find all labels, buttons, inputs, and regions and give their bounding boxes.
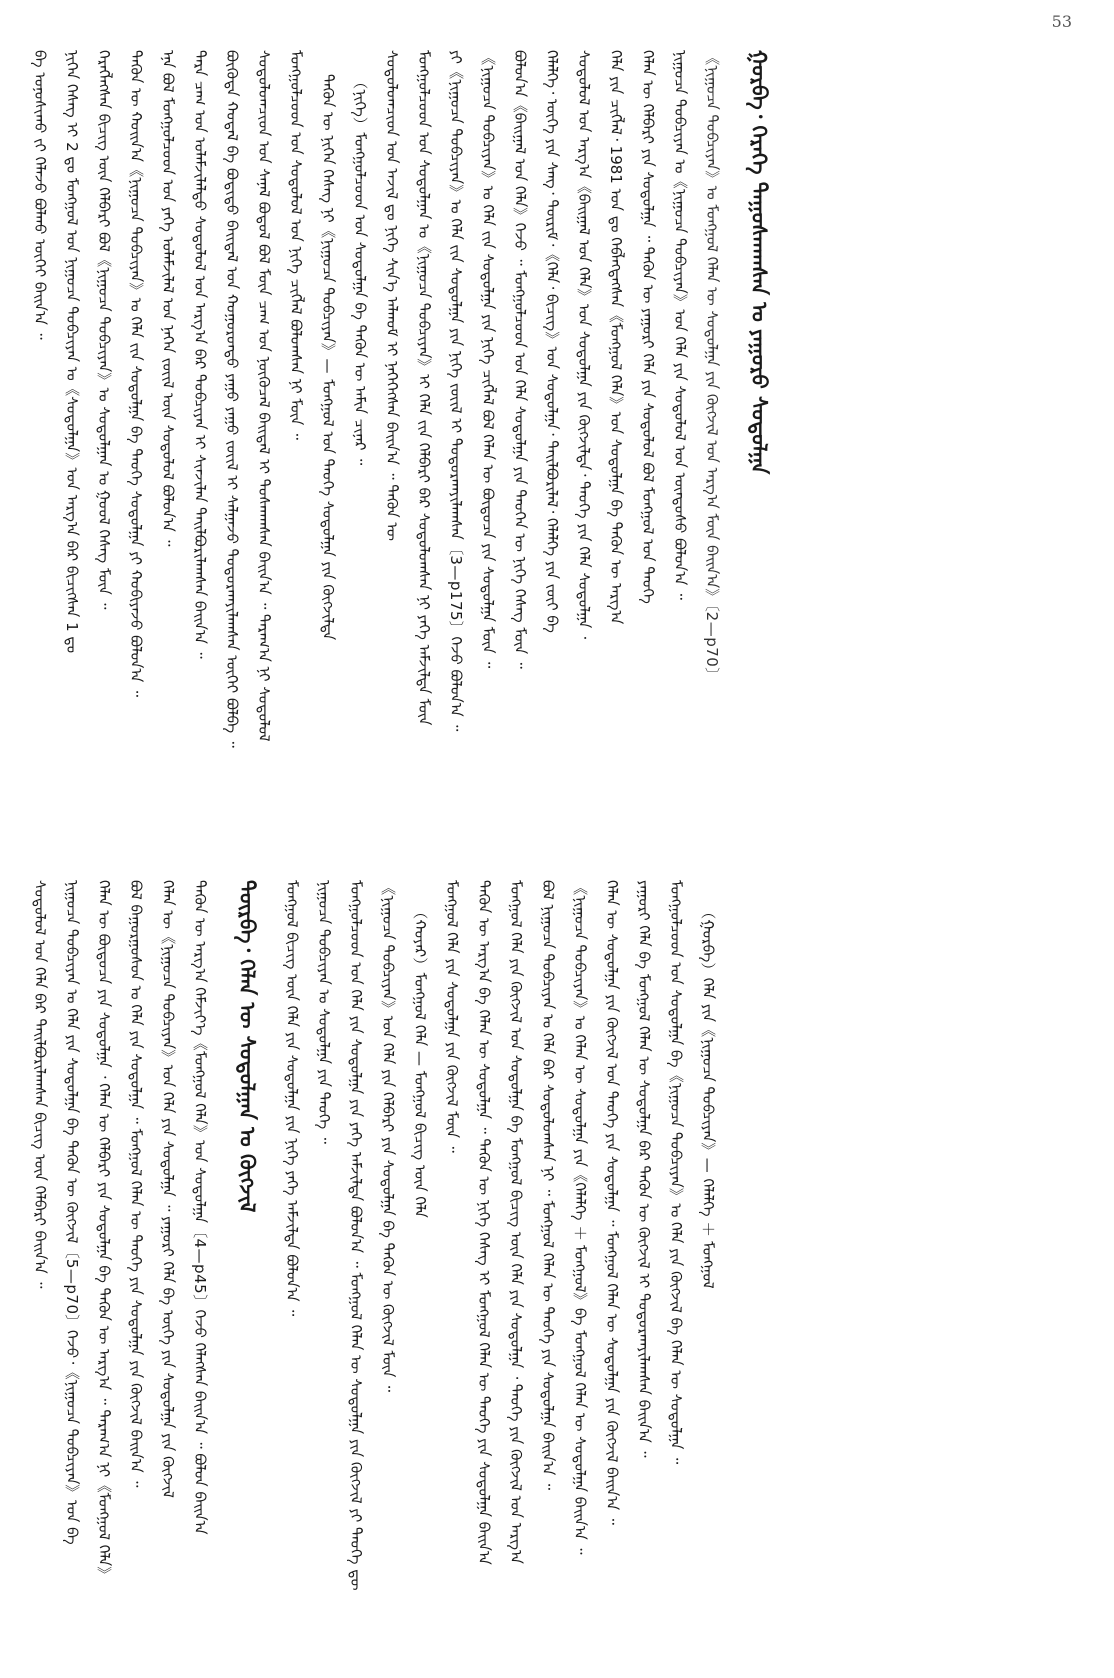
text-line: ᠨᠢᠭᠤᠴᠠ ᠲᠣᠪᠴᠢᠶᠠᠨ ᠤ ᠰᠤᠳᠤᠯᠭᠠ ᠶᠢᠨ ᠲᠡᠦᠬᠡ ᠃	[315, 880, 333, 1144]
text-line: ᠪᠠ ᠤᠨᠤᠰᠢᠬᠤ ᠵᠢ ᠬᠡᠯᠡᠵᠦ ᠪᠣᠯᠬᠤ ᠦᠭᠡᠢ ᠪᠠᠢᠨ᠎ᠠ ᠃	[31, 50, 49, 340]
text-line: ᠪᠣᠯᠤᠨ᠎ᠠ《ᠪᠠᠢᠭᠠᠯ ᠤᠨ ᠬᠡᠯᠡ》ᠭᠡᠵᠦ ᠃ ᠮᠣᠩᠭᠣᠯᠴᠤᠳ ᠤᠨ ᠬᠡᠯᠡ ᠰᠤᠳᠤᠯᠭᠠ ᠶᠢᠨ ᠲᠡᠦᠬᠡᠨ ᠦ ᠨᠢᠭᠡ ᠬᠡᠰᠡᠭ ᠮᠥᠨ ᠃	[511, 50, 529, 669]
text-line: ᠮᠣᠩᠭᠣᠯᠴᠤᠳ ᠤᠨ ᠬᠡᠯᠡ ᠶᠢᠨ ᠰᠤᠳᠤᠯᠭᠠ ᠶᠢᠨ ᠶᠡᠬᠡ ᠠᠮᠵᠢᠯᠲᠠ ᠪᠣᠯᠤᠨ᠎ᠠ ᠃ ᠮᠣᠩᠭᠣᠯ ᠬᠡᠯᠡᠨ ᠦ ᠰᠤᠳᠤᠯᠭᠠ ᠶᠢᠨ ᠬᠥᠭᠵᠢᠯ ᠶᠢ ᠲᠡᠦᠬᠡ ᠳᠦ	[347, 880, 365, 1591]
text-line: ᠮᠣᠩᠭᠣᠯ ᠬᠡᠯᠡ ᠶᠢᠨ ᠬᠥᠭᠵᠢᠯ ᠤᠨ ᠰᠤᠳᠤᠯᠭᠠ ᠪᠠ ᠮᠣᠩᠭᠣᠯ ᠪᠢᠴᠢᠭ ᠦᠨ ᠬᠡᠯᠡ ᠶᠢᠨ ᠰᠤᠳᠤᠯᠭᠠ ᠂ ᠲᠡᠦᠬᠡ ᠶᠢᠨ ᠬᠥᠭᠵᠢᠯ ᠤᠨ ᠠᠷᠭ᠎ᠠ	[507, 880, 525, 1564]
text-line: ᠮᠣᠩᠭᠣᠯᠴᠤᠳ ᠤᠨ ᠰᠤᠳᠤᠯᠭᠠ ᠪᠠ《ᠨᠢᠭᠤᠴᠠ ᠲᠣᠪᠴᠢᠶᠠᠨ》ᠤ ᠬᠡᠯᠡ ᠶᠢᠨ ᠬᠥᠭᠵᠢᠯ ᠪᠠ ᠬᠡᠯᠡᠨ ᠦ ᠰᠤᠳᠤᠯᠭᠠ ᠃	[667, 880, 685, 1465]
text-line: ᠪᠦᠭᠦᠳᠡ ᠬᠤᠳᠠᠯ ᠪᠠ ᠪᠣᠳᠢᠲᠤ ᠪᠠᠢᠳᠠᠯ ᠤᠨ ᠬᠣᠭᠣᠷᠣᠨᠳᠤ ᠶᠠᠭᠤ ᠶᠠᠭᠤ ᠵᠦᠢᠯ ᠢ ᠰᠠᠯᠭᠠᠵᠤ ᠲᠣᠳᠤᠷᠬᠠᠶᠢᠯᠠᠭᠰᠠᠨ ᠦᠭᠡᠢ ᠪᠣᠯᠪᠠ ᠃	[223, 50, 241, 748]
text-line: ᠨᠢᠭᠤᠴᠠ ᠲᠣᠪᠴᠢᠶᠠᠨ ᠤ《ᠨᠢᠭᠤᠴᠠ ᠲᠣᠪᠴᠢᠶᠠᠨ》ᠤᠨ ᠬᠡᠯᠡ ᠶᠢᠨ ᠰᠤᠳᠤᠯᠤᠯ ᠤᠨ ᠦᠨᠳᠦᠰᠦ ᠪᠣᠯᠤᠨ᠎ᠠ ᠃	[671, 50, 689, 600]
text-line: ᠶᠢ《ᠨᠢᠭᠤᠴᠠ ᠲᠣᠪᠴᠢᠶᠠᠨ》ᠤ ᠬᠡᠯᠡ ᠵᠢᠨ ᠰᠤᠳᠤᠯᠭᠠ ᠶᠢᠨ ᠨᠢᠭᠡ ᠵᠦᠢᠯ ᠢ ᠲᠣᠳᠤᠷᠬᠠᠶᠢᠯᠠᠭᠰᠠᠨ〔3—p175〕ᠭᠡᠵᠦ ᠪᠣᠯᠤᠨ᠎ᠠ ᠃	[447, 50, 465, 732]
text-line: ᠨᠢᠭᠡᠨ ᠬᠡᠰᠡᠭ ᠢ 2 ᠳᠤ ᠮᠣᠩᠭᠣᠯ ᠤᠨ ᠨᠢᠭᠤᠴᠠ ᠲᠣᠪᠴᠢᠶᠠᠨ ᠤ《ᠰᠤᠳᠤᠯᠭᠠ》ᠤᠨ ᠠᠷᠭ᠎ᠠ ᠪᠠᠷ ᠪᠢᠴᠢᠭᠰᠡᠨ 1 ᠳᠤ	[63, 50, 81, 654]
text-line: ᠮᠣᠩᠭᠣᠯ ᠪᠢᠴᠢᠭ ᠦᠨ ᠬᠡᠯᠡ ᠶᠢᠨ ᠰᠤᠳᠤᠯᠭᠠ ᠶᠢᠨ ᠨᠢᠭᠡ ᠶᠡᠬᠡ ᠠᠮᠵᠢᠯᠲᠠ ᠪᠣᠯᠤᠨ᠎ᠠ ᠃	[283, 880, 301, 1317]
text-line: 《ᠨᠢᠭᠤᠴᠠ ᠲᠣᠪᠴᠢᠶᠠᠨ》ᠤ ᠮᠣᠩᠭᠣᠯ ᠬᠡᠯᠡᠨ ᠦ ᠰᠤᠳᠤᠯᠭᠠ ᠶᠢᠨ ᠬᠥᠭᠵᠢᠯ ᠤᠨ ᠠᠷᠭ᠎ᠠ ᠮᠥᠨ ᠪᠠᠢᠨ᠎ᠠ》〔2—p70〕	[703, 50, 721, 683]
text-line: ᠬᠡᠯᠡᠨ ᠦ ᠰᠤᠳᠤᠯᠭᠠ ᠶᠢᠨ ᠬᠥᠭᠵᠢᠯ ᠤᠨ ᠲᠡᠦᠬᠡ ᠶᠢᠨ ᠰᠤᠳᠤᠯᠭᠠ ᠃ ᠮᠣᠩᠭᠣᠯ ᠬᠡᠯᠡᠨ ᠦ ᠰᠤᠳᠤᠯᠭᠠ ᠶᠢᠨ ᠬᠥᠭᠵᠢᠯ ᠪᠠᠢᠨ᠎ᠠ ᠃	[603, 880, 621, 1525]
text-line: ᠰᠤᠳᠤᠯᠤᠭᠴᠢᠳ ᠤᠨ ᠠᠵᠢᠯ ᠳᠤ ᠨᠢᠭᠡ ᠰᠢᠨ᠎ᠡ ᠠᠯᠬᠤᠮ ᠢ ᠨᠡᠭᠡᠭᠡᠭᠰᠡᠨ ᠪᠠᠢᠨ᠎ᠠ ᠃ ᠲᠡᠭᠦᠨ ᠦ	[383, 50, 401, 541]
text-line: ᠲᠡᠭᠦᠨ ᠦ ᠠᠷᠭ᠎ᠠ ᠬᠡᠮᠵᠢᠶ᠎ᠡ《ᠮᠣᠩᠭᠣᠯ ᠬᠡᠯᠡ》ᠤᠨ ᠰᠤᠳᠤᠯᠭᠠ〔4—p45〕ᠭᠡᠵᠦ ᠬᠡᠯᠡᠭᠰᠡᠨ ᠪᠠᠢᠨ᠎ᠠ ᠃ ᠪᠣᠯᠤᠨ ᠪᠠᠢᠨ᠎ᠠ	[191, 880, 209, 1535]
text-line: ᠲᠡᠷᠡ ᠴᠠᠭ ᠤᠨ ᠤᠯᠠᠮᠵᠢᠯᠠᠯᠲᠤ ᠰᠤᠳᠤᠯᠤᠯ ᠤᠨ ᠠᠷᠭ᠎ᠠ ᠪᠠᠷ ᠲᠣᠪᠴᠢᠶᠠᠨ ᠢ ᠰᠢᠨᠵᠢᠯᠡᠨ ᠲᠠᠢᠯᠪᠤᠷᠢᠯᠠᠭᠰᠠᠨ ᠪᠠᠢᠨ᠎ᠠ ᠃	[191, 50, 209, 659]
subheading-line: （ᠭᠤᠷᠪᠠ）ᠬᠡᠯᠡ ᠶᠢᠨ《ᠨᠢᠭᠤᠴᠠ ᠲᠣᠪᠴᠢᠶᠠᠨ》— ᠬᠡᠯᠡᠯᠭᠡ ＋ ᠮᠣᠩᠭᠣᠯ	[699, 904, 717, 1289]
text-line: ᠲᠡᠭᠦᠨ ᠦ ᠬᠣᠢᠨ᠎ᠠ《ᠨᠢᠭᠤᠴᠠ ᠲᠣᠪᠴᠢᠶᠠᠨ》ᠤ ᠬᠡᠯᠡ ᠵᠢᠨ ᠰᠤᠳᠤᠯᠭᠠ ᠪᠠ ᠲᠡᠦᠬᠡ ᠰᠤᠳᠤᠯᠭᠠ ᠶᠢ ᠬᠤᠪᠢᠶᠠᠵᠤ ᠪᠣᠯᠤᠨ᠎ᠠ ᠃	[127, 50, 145, 697]
text-line: ᠡᠨᠡ ᠪᠣᠯ ᠮᠣᠩᠭᠣᠯᠴᠤᠳ ᠤᠨ ᠶᠡᠬᠡ ᠤᠯᠠᠮᠵᠢᠯᠠᠯ ᠤᠨ ᠨᠡᠭᠡᠨ ᠵᠦᠢᠯ ᠦᠨ ᠰᠤᠳᠤᠯᠤᠯ ᠪᠣᠯᠤᠨ᠎ᠠ ᠃	[159, 50, 177, 547]
text-line: 《ᠨᠢᠭᠤᠴᠠ ᠲᠣᠪᠴᠢᠶᠠᠨ》ᠤ ᠬᠡᠯᠡ ᠵᠢᠨ ᠰᠤᠳᠤᠯᠭᠠ ᠶᠢᠨ ᠨᠢᠭᠡ ᠴᠢᠭᠯᠡᠯ ᠪᠣᠯ ᠬᠡᠯᠡᠨ ᠦ ᠪᠦᠲᠦᠴᠡ ᠶᠢᠨ ᠰᠤᠳᠤᠯᠭᠠ ᠮᠥᠨ ᠃	[479, 50, 497, 669]
text-line: ᠮᠣᠩᠭᠣᠯᠴᠤᠳ ᠤᠨ ᠰᠤᠳᠤᠯᠤᠯ ᠤᠨ ᠨᠢᠭᠡ ᠴᠢᠭᠯᠡᠯ ᠪᠣᠯᠤᠭᠰᠠᠨ ᠨᠢ ᠮᠥᠨ ᠃	[287, 50, 305, 440]
page-number: 53	[1051, 12, 1072, 31]
text-line: ᠲᠡᠭᠦᠨ ᠦ ᠨᠢᠭᠡᠨ ᠬᠡᠰᠡᠭ ᠨᠢ《ᠨᠢᠭᠤᠴᠠ ᠲᠣᠪᠴᠢᠶᠠᠨ》— ᠮᠣᠩᠭᠣᠯ ᠤᠨ ᠲᠡᠦᠬᠡ ᠰᠤᠳᠤᠯᠭᠠ ᠶᠢᠨ ᠬᠥᠭᠵᠢᠯᠲᠡ	[319, 74, 337, 641]
subheading-line: （ᠬᠣᠶᠠᠷ）ᠮᠣᠩᠭᠣᠯ ᠬᠡᠯᠡ — ᠮᠣᠩᠭᠣᠯ ᠪᠢᠴᠢᠭ ᠦᠨ ᠬᠡᠯᠡ	[411, 904, 429, 1218]
text-line: ᠬᠡᠯᠡᠨ ᠦ ᠪᠦᠲᠦᠴᠡ ᠶᠢᠨ ᠰᠤᠳᠤᠯᠭᠠ ᠂ ᠬᠡᠯᠡᠨ ᠦ ᠬᠡᠯᠪᠡᠷᠢ ᠶᠢᠨ ᠰᠤᠳᠤᠯᠭᠠ ᠪᠠ ᠲᠡᠭᠦᠨ ᠦ ᠠᠷᠭ᠎ᠠ ᠃ ᠳᠠᠷᠠᠭ᠎ᠠ ᠨᠢ《ᠮᠣᠩᠭᠣᠯ ᠬᠡᠯᠡ》	[95, 880, 113, 1582]
text-line: ᠰᠤᠳᠤᠯᠤᠯ ᠤᠨ ᠬᠡᠯᠡ ᠪᠠᠷ ᠲᠠᠢᠯᠪᠤᠷᠢᠯᠠᠭᠰᠠᠨ ᠪᠢᠴᠢᠭ ᠦᠨ ᠬᠡᠯᠪᠡᠷᠢ ᠪᠠᠢᠨ᠎ᠠ ᠃	[31, 880, 49, 1289]
text-line: ᠮᠣᠩᠭᠣᠯ ᠬᠡᠯᠡ ᠶᠢᠨ ᠰᠤᠳᠤᠯᠭᠠ ᠶᠢᠨ ᠬᠥᠭᠵᠢᠯ ᠮᠥᠨ ᠃	[443, 880, 461, 1153]
subheading-line: （ᠨᠢᠭᠡ）ᠮᠣᠩᠭᠣᠯᠴᠤᠳ ᠤᠨ ᠰᠤᠳᠤᠯᠭᠠ ᠪᠠ ᠲᠡᠭᠦᠨ ᠦ ᠠᠮᠢᠨ ᠴᠢᠨᠠᠷ ᠃	[351, 74, 369, 466]
text-line: ᠰᠤᠳᠤᠯᠤᠯ ᠤᠨ ᠠᠷᠭ᠎ᠠ《ᠪᠠᠢᠭᠠᠯ ᠤᠨ ᠬᠡᠯᠡ》ᠤᠨ ᠰᠤᠳᠤᠯᠭᠠ ᠶᠢᠨ ᠬᠥᠭᠵᠢᠯᠲᠡ᠂ ᠲᠡᠦᠬᠡ ᠶᠢᠨ ᠬᠡᠯᠡ ᠰᠤᠳᠤᠯᠭᠠ ᠂	[575, 50, 593, 640]
text-line: ᠰᠤᠳᠤᠯᠤᠭᠴᠢᠳ ᠤᠨ ᠰᠠᠨᠠᠯ ᠪᠣᠳᠤᠯ ᠪᠣᠯ ᠮᠦᠨ ᠴᠠᠭ ᠤᠨ ᠨᠥᠬᠦᠴᠡᠯ ᠪᠠᠢᠳᠠᠯ ᠢ ᠲᠤᠰᠬᠠᠭᠰᠠᠨ ᠪᠠᠢᠨ᠎ᠠ ᠃ ᠳᠠᠷᠠᠭ᠎ᠠ ᠨᠢ ᠰᠤᠳᠤᠯᠤᠯ	[255, 50, 273, 742]
bottom-section	[28, 880, 728, 1655]
top-section	[28, 50, 792, 870]
text-line: ᠲᠡᠭᠦᠨ ᠦ ᠠᠷᠭ᠎ᠠ ᠪᠠ ᠬᠡᠯᠡᠨ ᠦ ᠰᠤᠳᠤᠯᠭᠠ ᠃ ᠲᠡᠭᠦᠨ ᠦ ᠨᠢᠭᠡ ᠬᠡᠰᠡᠭ ᠢ ᠮᠣᠩᠭᠣᠯ ᠬᠡᠯᠡᠨ ᠦ ᠲᠡᠦᠬᠡ ᠶᠢᠨ ᠰᠤᠳᠤᠯᠭᠠ ᠪᠠᠢᠨ᠎ᠠ	[475, 880, 493, 1565]
text-line: ᠪᠣᠯ ᠨᠢᠭᠤᠴᠠ ᠲᠣᠪᠴᠢᠶᠠᠨ ᠤ ᠬᠡᠯᠡ ᠪᠠᠷ ᠰᠤᠳᠤᠯᠤᠭᠰᠠᠨ ᠨᠢ ᠃ ᠮᠣᠩᠭᠣᠯ ᠬᠡᠯᠡᠨ ᠦ ᠲᠡᠦᠬᠡ ᠶᠢᠨ ᠰᠤᠳᠤᠯᠭᠠ ᠪᠠᠢᠨ᠎ᠠ ᠃	[539, 880, 557, 1490]
text-line: ᠪᠣᠯ ᠪᠠᠭᠤᠷᠭᠤᠰᠤᠨ ᠤ ᠬᠡᠯᠡ ᠶᠢᠨ ᠰᠤᠳᠤᠯᠭᠠ ᠃ ᠮᠣᠩᠭᠣᠯ ᠬᠡᠯᠡᠨ ᠦ ᠲᠡᠦᠬᠡ ᠶᠢᠨ ᠰᠤᠳᠤᠯᠭᠠ ᠶᠢᠨ ᠬᠥᠭᠵᠢᠯ ᠪᠠᠢᠨ᠎ᠠ ᠃	[127, 880, 145, 1488]
section-heading: ᠭᠤᠷᠪᠠ᠂ ᠭᠡᠷᠡᠭᠡ ᠳᠠᠭᠤᠰᠬᠠᠭᠰᠠᠨ ᠤ ᠶᠠᠭᠤᠷᠤ ᠰᠤᠳᠤᠯᠭᠠ	[747, 50, 772, 475]
text-line: ᠬᠡᠷᠡᠭᠯᠡᠭᠰᠡᠨ ᠪᠢᠴᠢᠭ ᠦᠨ ᠬᠡᠯᠪᠡᠷᠢ ᠪᠣᠯ《ᠨᠢᠭᠤᠴᠠ ᠲᠣᠪᠴᠢᠶᠠᠨ》ᠤ ᠰᠤᠳᠤᠯᠭᠠᠨ ᠤ ᠭᠣᠣᠯ ᠬᠡᠰᠡᠭ ᠮᠥᠨ ᠃	[95, 50, 113, 610]
text-line: ᠮᠣᠩᠭᠣᠯᠴᠤᠳ ᠤᠨ ᠰᠤᠳᠤᠯᠭᠠᠨ ᠤ《ᠨᠢᠭᠤᠴᠠ ᠲᠣᠪᠴᠢᠶᠠᠨ》ᠢ ᠬᠡᠯᠡ ᠵᠢᠨ ᠬᠡᠯᠪᠡᠷᠢ ᠪᠠᠷ ᠰᠤᠳᠤᠯᠤᠭᠰᠠᠨ ᠨᠢ ᠶᠡᠬᠡ ᠠᠮᠵᠢᠯᠲᠠ ᠮᠥᠨ	[415, 50, 433, 726]
text-line: 《ᠨᠢᠭᠤᠴᠠ ᠲᠣᠪᠴᠢᠶᠠᠨ》ᠤᠨ ᠬᠡᠯᠡ ᠶᠢᠨ ᠬᠡᠯᠪᠡᠷᠢ ᠶᠢᠨ ᠰᠤᠳᠤᠯᠭᠠ ᠪᠠ ᠲᠡᠭᠦᠨ ᠦ ᠬᠥᠭᠵᠢᠯ ᠮᠥᠨ ᠃	[379, 880, 397, 1392]
text-line: ᠶᠠᠭᠤᠷᠢ ᠬᠡᠯᠡ ᠪᠠ ᠮᠣᠩᠭᠣᠯ ᠬᠡᠯᠡᠨ ᠦ ᠰᠤᠳᠤᠯᠭᠠ ᠪᠠᠷ ᠲᠡᠭᠦᠨ ᠦ ᠬᠥᠭᠵᠢᠯ ᠢ ᠲᠣᠳᠤᠷᠬᠠᠶᠢᠯᠠᠭᠰᠠᠨ ᠪᠠᠢᠨ᠎ᠠ ᠃	[635, 880, 653, 1458]
text-line: ᠬᠡᠯᠡᠨ ᠦ ᠬᠡᠯᠪᠡᠷᠢ ᠶᠢᠨ ᠰᠤᠳᠤᠯᠭᠠ ᠃ ᠲᠡᠭᠦᠨ ᠦ ᠶᠠᠭᠤᠷᠢ ᠬᠡᠯᠡ ᠶᠢᠨ ᠰᠤᠳᠤᠯᠤᠯ ᠪᠣᠯ ᠮᠣᠩᠭᠣᠯ ᠤᠨ ᠲᠡᠦᠬᠡ	[639, 50, 657, 604]
text-line: ᠬᠡᠯᠡᠯᠭᠡ᠂ ᠦᠭᠡ ᠶᠢᠨ ᠰᠠᠩ᠂ ᠳᠦᠷᠢᠮ᠂《ᠬᠡᠯᠡ᠂ ᠪᠢᠴᠢᠭ》ᠤᠨ ᠰᠤᠳᠤᠯᠭᠠ᠂ ᠲᠠᠢᠯᠪᠤᠷᠢᠯᠠᠯ᠂ ᠬᠡᠯᠡᠯᠭᠡ ᠶᠢᠨ ᠵᠦᠢ ᠪᠠ	[543, 50, 561, 633]
text-line: 《ᠨᠢᠭᠤᠴᠠ ᠲᠣᠪᠴᠢᠶᠠᠨ》ᠤ ᠬᠡᠯᠡᠨ ᠦ ᠰᠤᠳᠤᠯᠭᠠ ᠶᠢᠨ《ᠬᠡᠯᠡᠯᠭᠡ ＋ ᠮᠣᠩᠭᠣᠯ》ᠪᠠ ᠮᠣᠩᠭᠣᠯ ᠬᠡᠯᠡᠨ ᠦ ᠰᠤᠳᠤᠯᠭᠠ ᠪᠠᠢᠨ᠎ᠠ ᠃	[571, 880, 589, 1555]
text-line: ᠨᠢᠭᠤᠴᠠ ᠲᠣᠪᠴᠢᠶᠠᠨ ᠤ ᠬᠡᠯᠡ ᠶᠢᠨ ᠰᠤᠳᠤᠯᠭᠠ ᠪᠠ ᠲᠡᠭᠦᠨ ᠦ ᠬᠥᠭᠵᠢᠯ〔5—p70〕ᠭᠡᠵᠦ᠂《ᠨᠢᠭᠤᠴᠠ ᠲᠣᠪᠴᠢᠶᠠᠨ》ᠤᠨ ᠪᠠ	[63, 880, 81, 1545]
section-heading: ᠳᠥᠷᠪᠡ᠂ ᠬᠡᠯᠡᠨ ᠦ ᠰᠤᠳᠤᠯᠭᠠᠨ ᠤ ᠬᠥᠭᠵᠢᠯ	[235, 880, 260, 1213]
text-line: ᠬᠡᠯᠡ ᠶᠢᠨ ᠴᠢᠭᠯᠡᠯ᠂ 1981 ᠣᠨ ᠳᠤ ᠬᠡᠪᠯᠡᠭᠳᠡᠭᠰᠡᠨ《ᠮᠣᠩᠭᠣᠯ ᠬᠡᠯᠡ》ᠤᠨ ᠰᠤᠳᠤᠯᠭᠠ ᠪᠠ ᠲᠡᠭᠦᠨ ᠦ ᠠᠷᠭ᠎ᠠ	[607, 50, 625, 625]
text-line: ᠬᠡᠯᠡᠨ ᠦ《ᠨᠢᠭᠤᠴᠠ ᠲᠣᠪᠴᠢᠶᠠᠨ》ᠤᠨ ᠬᠡᠯᠡ ᠶᠢᠨ ᠰᠤᠳᠤᠯᠭᠠ ᠃ ᠶᠠᠭᠤᠷᠢ ᠬᠡᠯᠡ ᠪᠠ ᠦᠭᠡ ᠶᠢᠨ ᠰᠤᠳᠤᠯᠭᠠ ᠶᠢᠨ ᠬᠥᠭᠵᠢᠯ	[159, 880, 177, 1498]
